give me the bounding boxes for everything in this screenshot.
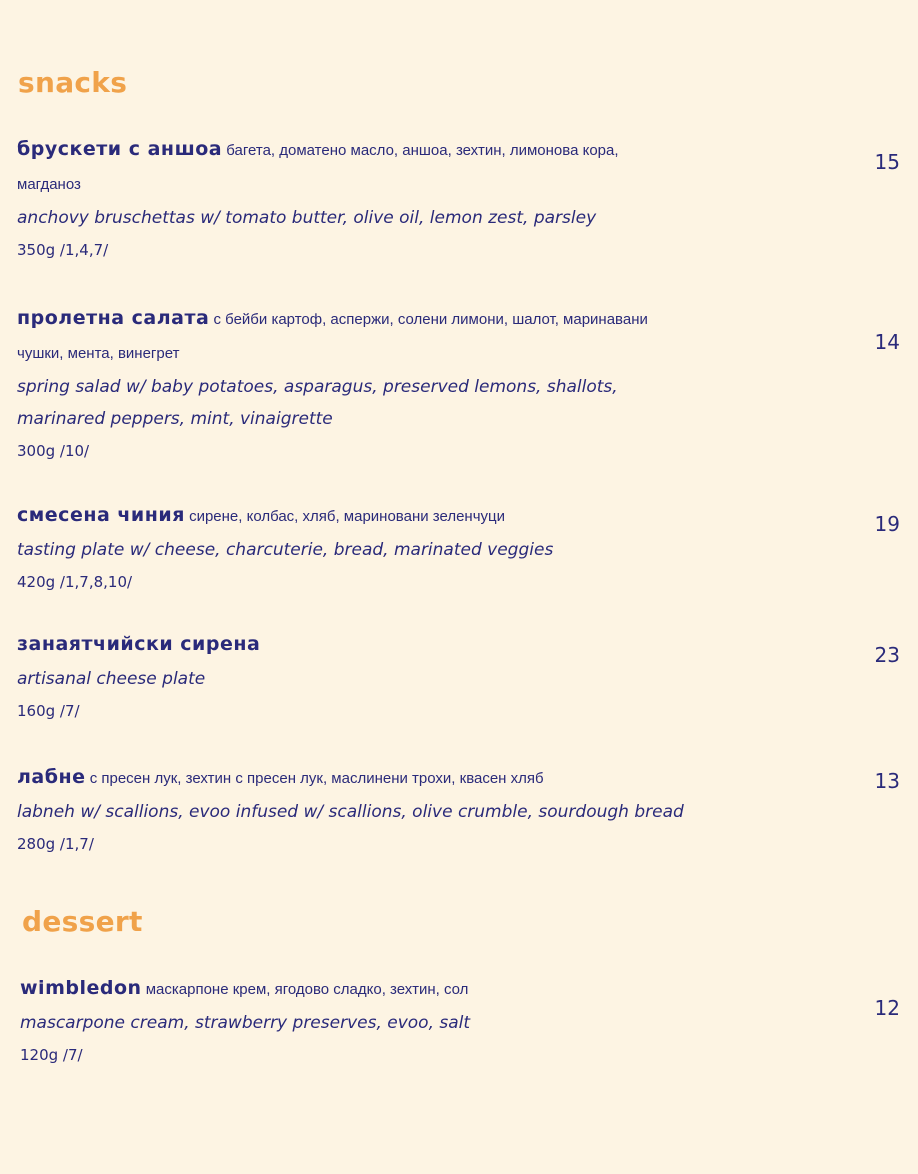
item-desc-en: mascarpone cream, strawberry preserves, evoo, salt	[20, 1013, 471, 1033]
item-desc-en: anchovy bruschettas w/ tomato butter, olive oil, lemon zest, parsley	[17, 208, 597, 228]
item-desc-en: spring salad w/ baby potatoes, asparagus, preserved lemons, shallots,	[17, 377, 618, 397]
section-title-dessert: dessert	[22, 905, 143, 938]
item-weight: 160g /7/	[17, 702, 80, 720]
item-price: 13	[874, 769, 900, 793]
item-bg-line	[20, 971, 800, 1007]
item-desc-en-continued: marinared peppers, mint, vinaigrette	[17, 409, 333, 429]
item-bg-line	[17, 301, 797, 337]
item-desc-bg: маскарпоне крем, ягодово сладко, зехтин, сол	[145, 981, 469, 998]
item-desc-bg: с пресен лук, зехтин с пресен лук, маслинени трохи, квасен хляб	[89, 770, 544, 787]
item-weight: 120g /7/	[20, 1046, 83, 1064]
menu-item	[20, 971, 800, 1071]
item-name: смесена чиния	[17, 504, 185, 526]
item-desc-en: tasting plate w/ cheese, charcuterie, bread, marinated veggies	[17, 540, 554, 560]
item-name: wimbledon	[20, 977, 142, 999]
item-bg-line	[17, 760, 797, 796]
menu-item	[17, 132, 797, 266]
item-desc-bg: с бейби картоф, аспержи, солени лимони, шалот, маринавани	[213, 311, 648, 328]
item-price: 14	[874, 330, 900, 354]
item-name: брускети с аншоа	[17, 138, 223, 160]
item-desc-en: labneh w/ scallions, evoo infused w/ scallions, olive crumble, sourdough bread	[17, 802, 684, 822]
item-price: 15	[874, 150, 900, 174]
item-bg-line	[17, 498, 797, 534]
item-name: пролетна салата	[17, 307, 210, 329]
item-price: 12	[874, 996, 900, 1020]
item-bg-line	[17, 627, 797, 663]
item-name: занаятчийски сирена	[17, 633, 261, 655]
menu-item	[17, 760, 797, 860]
item-weight: 420g /1,7,8,10/	[17, 573, 133, 591]
item-price: 23	[874, 643, 900, 667]
item-weight: 350g /1,4,7/	[17, 241, 109, 259]
item-desc-bg-continued: чушки, мента, винегрет	[17, 345, 180, 362]
menu-item	[17, 627, 797, 727]
item-name: лабне	[17, 766, 86, 788]
section-title-snacks: snacks	[18, 66, 128, 99]
menu-item	[17, 498, 797, 598]
menu-item	[17, 301, 797, 467]
item-weight: 300g /10/	[17, 442, 90, 460]
item-desc-en: artisanal cheese plate	[17, 669, 206, 689]
item-desc-bg-continued: магданоз	[17, 176, 81, 193]
item-price: 19	[874, 512, 900, 536]
item-desc-bg: сирене, колбас, хляб, мариновани зеленчуци	[189, 508, 505, 525]
item-desc-bg: багета, доматено масло, аншоа, зехтин, лимонова кора,	[226, 142, 619, 159]
item-bg-line	[17, 132, 797, 168]
item-weight: 280g /1,7/	[17, 835, 94, 853]
